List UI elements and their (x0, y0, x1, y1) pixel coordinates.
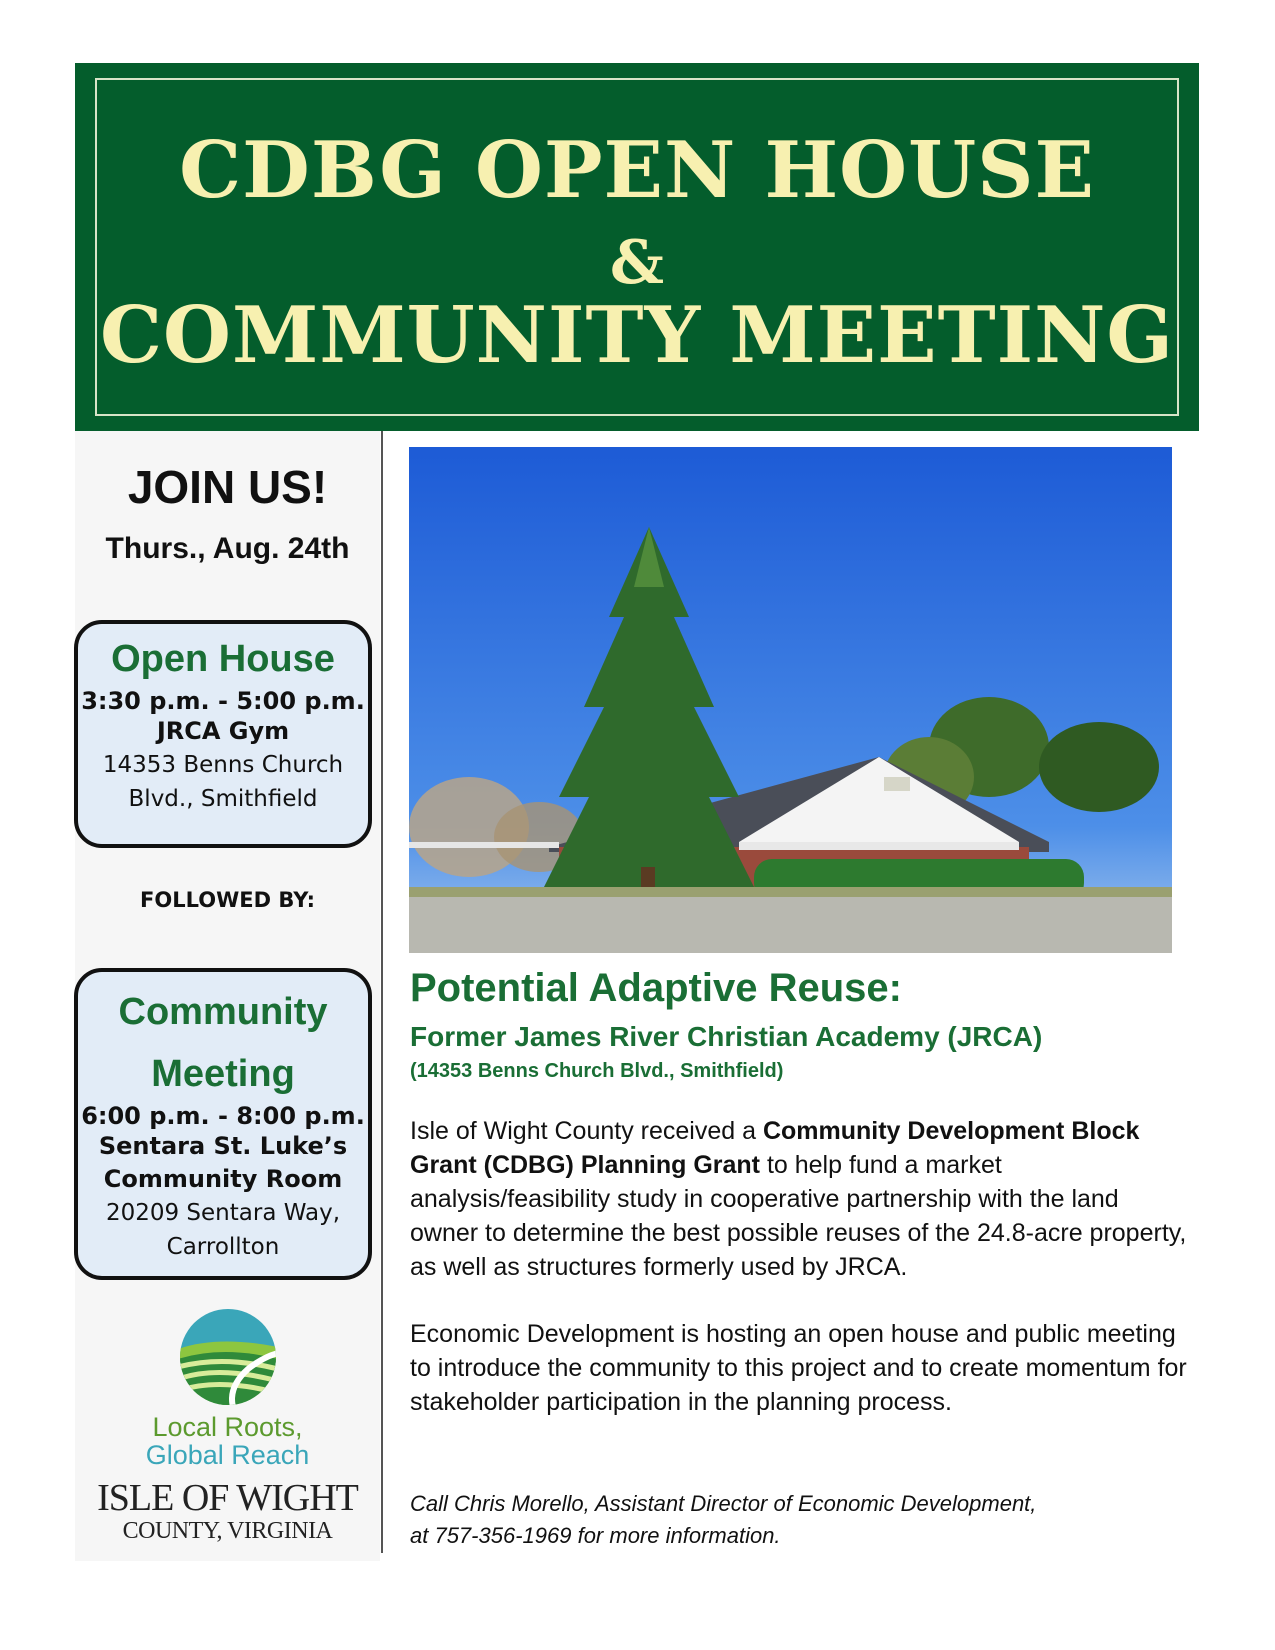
open-house-address-line1: 14353 Benns Church (102, 752, 344, 778)
banner-frame (95, 78, 1179, 416)
banner-title-line1: CDBG OPEN HOUSE (179, 125, 1095, 216)
building-photo-illustration (409, 447, 1172, 953)
header-banner (75, 63, 1199, 431)
open-house-address-line2: Blvd., Smithfield (128, 786, 318, 812)
contact-line1: Call Chris Morello, Assistant Director of Economic Development, (410, 1491, 1037, 1516)
grant-name: Community Development Block Grant (CDBG) Planning Grant (410, 1117, 1140, 1179)
grant-paragraph (410, 1114, 1190, 1284)
grant-paragraph-start: Isle of Wight County received a (410, 1117, 763, 1145)
banner-title-line3: COMMUNITY MEETING (99, 290, 1175, 381)
event-date: Thurs., Aug. 24th (105, 532, 350, 565)
reuse-subheading: Former James River Christian Academy (JRCA) (410, 1021, 1043, 1052)
community-meeting-title-line1: Community (118, 991, 328, 1033)
reuse-heading: Potential Adaptive Reuse: (410, 966, 902, 1010)
contact-info (410, 1488, 1170, 1552)
reuse-address: (14353 Benns Church Blvd., Smithfield) (410, 1060, 784, 1082)
open-house-box (74, 620, 372, 848)
banner-title-ampersand: & (609, 228, 665, 298)
followed-by-label: FOLLOWED BY: (140, 888, 315, 912)
community-meeting-address-line2: Carrollton (166, 1234, 280, 1260)
community-meeting-address-line1: 20209 Sentara Way, (105, 1200, 341, 1226)
logo-org-subtitle: COUNTY, VIRGINIA (122, 1518, 333, 1544)
open-house-time: 3:30 p.m. - 5:00 p.m. (81, 687, 365, 715)
economic-development-paragraph: Economic Development is hosting an open house and public meeting to introduce the community to this project and to create momentum for stakeholder participation in the planning process. (410, 1320, 1187, 1416)
building-photo (409, 447, 1172, 953)
logo-tagline-line2: Global Reach (145, 1440, 310, 1470)
open-house-place: JRCA Gym (156, 717, 290, 745)
logo-org-name: ISLE OF WIGHT (97, 1477, 358, 1519)
hills-logo-icon (178, 1307, 278, 1407)
community-meeting-time: 6:00 p.m. - 8:00 p.m. (81, 1102, 365, 1130)
community-meeting-place-line2: Community Room (103, 1165, 343, 1193)
contact-line2: at 757-356-1969 for more information. (410, 1523, 781, 1548)
county-logo (75, 1307, 380, 1545)
logo-tagline-line1: Local Roots, (152, 1412, 303, 1442)
community-meeting-title-line2: Meeting (151, 1053, 295, 1095)
grant-paragraph-end: to help fund a market analysis/feasibility study in cooperative partnership with the land owner to determine the best possible reuses of the 24.8-acre property, as well as structures formerly used by JRCA. (410, 1151, 1187, 1281)
open-house-title: Open House (111, 638, 335, 680)
community-meeting-place-line1: Sentara St. Luke’s (98, 1132, 348, 1160)
community-meeting-box (74, 968, 372, 1280)
column-divider (381, 431, 383, 1553)
join-us-heading: JOIN US! (127, 461, 328, 513)
